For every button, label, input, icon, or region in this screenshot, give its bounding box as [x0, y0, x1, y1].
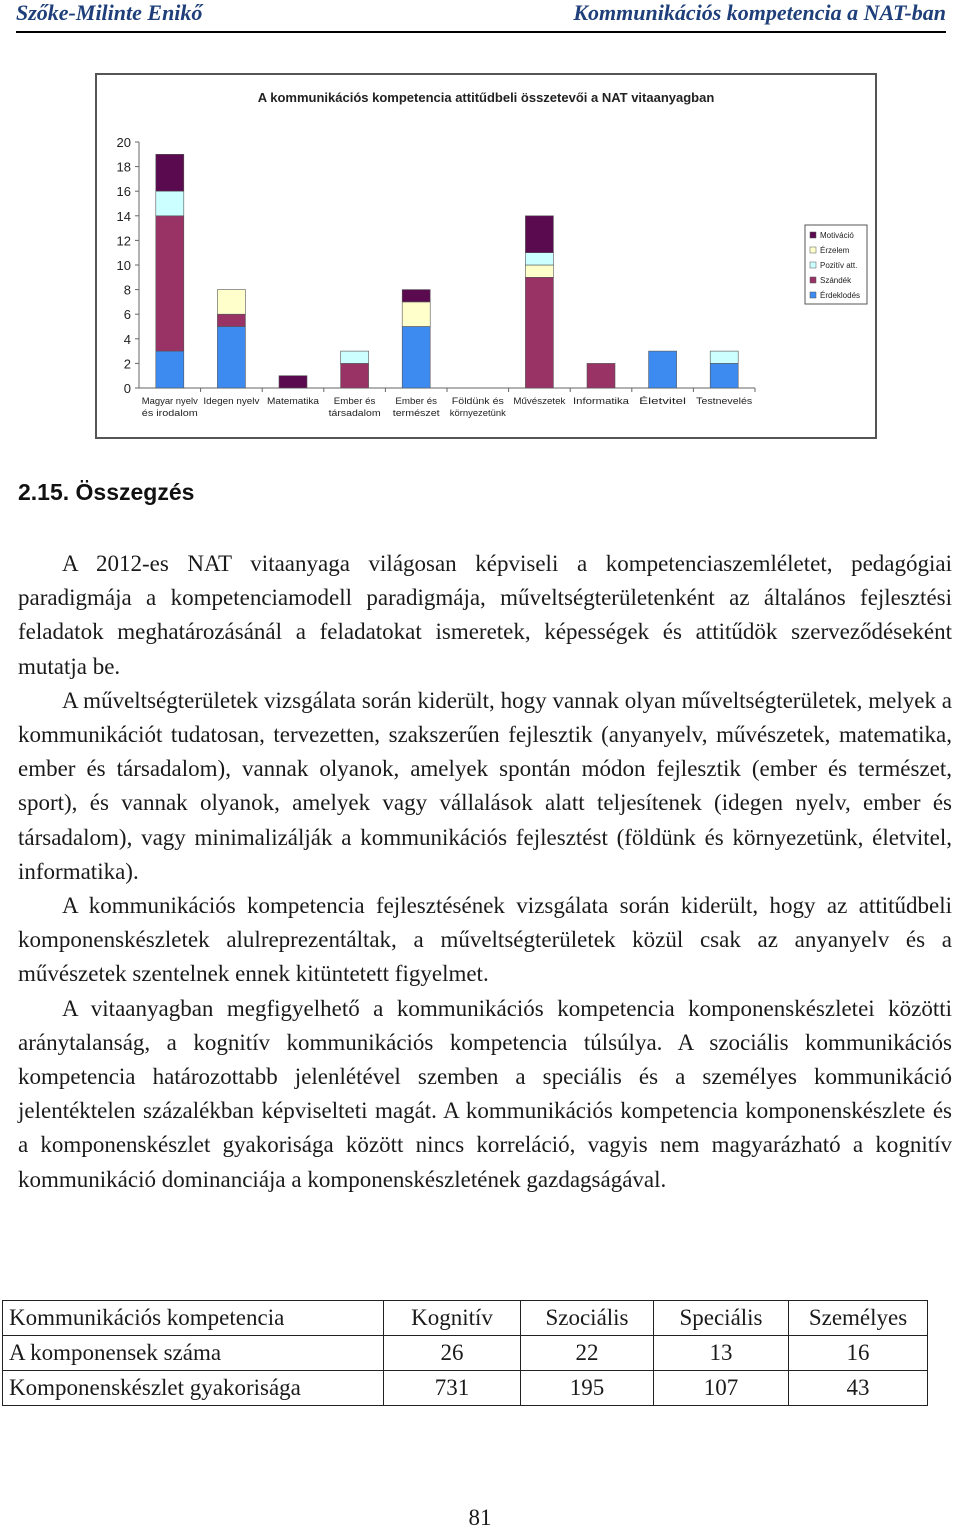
stacked-bar-chart	[95, 73, 877, 439]
bar-segment	[525, 265, 553, 277]
table-cell: 195	[521, 1371, 654, 1406]
y-tick-label: 16	[116, 184, 131, 200]
bar-segment	[402, 290, 430, 302]
x-tick-label: Földünk és	[451, 396, 505, 406]
x-tick-label: környezetünk	[449, 408, 507, 418]
x-tick-label: Ember és	[395, 396, 438, 406]
bar-segment	[710, 351, 738, 363]
y-tick-label: 2	[123, 356, 131, 372]
legend-swatch	[810, 232, 816, 238]
table-cell: 43	[789, 1371, 928, 1406]
table-header-cell: Szociális	[521, 1301, 654, 1336]
bar-segment	[525, 253, 553, 265]
bar-segment	[217, 327, 245, 389]
table-cell: Komponenskészlet gyakorisága	[3, 1371, 384, 1406]
table-header-cell: Személyes	[789, 1301, 928, 1336]
legend-swatch	[810, 247, 816, 253]
table-header-cell: Kognitív	[384, 1301, 521, 1336]
bar-segment	[156, 154, 184, 191]
table-cell: 22	[521, 1336, 654, 1371]
bar-segment	[402, 302, 430, 327]
chart-title: A kommunikációs kompetencia attitűdbeli összetevői a NAT vitaanyagban	[257, 90, 715, 105]
body-text	[18, 547, 952, 1197]
x-tick-label: Életvitel	[639, 396, 686, 406]
table-header-cell: Kommunikációs kompetencia	[3, 1301, 384, 1336]
x-tick-label: Idegen nyelv	[203, 396, 260, 406]
x-tick-label: Magyar nyelv	[141, 396, 199, 406]
table-cell: 16	[789, 1336, 928, 1371]
legend-swatch	[810, 262, 816, 268]
bar-segment	[217, 290, 245, 315]
y-tick-label: 14	[116, 208, 131, 224]
bar-segment	[402, 327, 430, 389]
table-cell: 26	[384, 1336, 521, 1371]
paragraph-1: A 2012-es NAT vitaanyaga világosan képviseli a kompetenciaszemléletet, pedagógiai paradigmája a kompetenciamodell paradigmája, műveltségterületenként az általános fejlesztési feladatok meghatározásánál a feladatokat ismeretek, képességek és attitűdök szerveződéseként mutatja be.	[18, 551, 952, 679]
bar-segment	[341, 363, 369, 388]
y-tick-label: 8	[123, 282, 131, 298]
bar-segment	[279, 376, 307, 388]
table-cell: 731	[384, 1371, 521, 1406]
bar-segment	[587, 363, 615, 388]
chart-svg	[97, 75, 875, 437]
paragraph-4: A vitaanyagban megfigyelhető a kommunikációs kompetencia komponenskészletei közötti aránytalanság, a kognitív kommunikációs kompetencia túlsúlya. A szociális kommunikációs kompetencia határozottabb jelenlétével szemben a speciális és a személyes kommunikáció jelentéktelen százalékban képviselteti magát. A kommunikációs kompetencia komponenskészlete és a komponenskészlet gyakorisága között nincs korreláció, vagyis nem magyarázható a kognitív kommunikáció dominanciája a komponenskészletének gazdagságával.	[18, 995, 952, 1192]
paragraph-3: A kommunikációs kompetencia fejlesztésének vizsgálata során kiderült, hogy az attitűdbeli komponenskészletek alulreprezentáltak, a műveltségterületek közül csak az anyanyelv és a művészetek szentelnek ennek kitüntetett figyelmet.	[18, 893, 952, 987]
y-tick-label: 18	[116, 159, 131, 175]
bar-segment	[156, 216, 184, 351]
y-tick-label: 4	[123, 331, 131, 347]
bar-segment	[649, 351, 677, 388]
bar-segment	[217, 314, 245, 326]
x-tick-label: Informatika	[573, 396, 629, 406]
y-tick-label: 6	[123, 307, 131, 323]
x-tick-label: Matematika	[267, 396, 319, 406]
bar-segment	[156, 351, 184, 388]
competence-table	[2, 1300, 928, 1406]
table-row	[3, 1371, 928, 1406]
running-header	[16, 0, 946, 33]
legend-label: Szándék	[820, 276, 852, 285]
legend-label: Pozitív att.	[820, 261, 858, 270]
x-tick-label: Testnevelés	[696, 396, 753, 406]
legend-swatch	[810, 292, 816, 298]
x-tick-label: Művészetek	[513, 396, 566, 406]
y-tick-label: 10	[116, 258, 131, 273]
bar-segment	[710, 363, 738, 388]
x-tick-label: Ember és	[333, 396, 376, 406]
bar-segment	[525, 277, 553, 388]
x-tick-label: természet	[392, 408, 441, 418]
table-cell: 107	[654, 1371, 789, 1406]
table-cell: 13	[654, 1336, 789, 1371]
legend-label: Motiváció	[820, 231, 854, 240]
x-tick-label: és irodalom	[141, 408, 198, 418]
header-author: Szőke-Milinte Enikő	[16, 0, 203, 25]
y-tick-label: 12	[116, 233, 131, 249]
table-header-row	[3, 1301, 928, 1336]
bar-segment	[341, 351, 369, 363]
table-header-cell: Speciális	[654, 1301, 789, 1336]
header-title: Kommunikációs kompetencia a NAT-ban	[573, 0, 946, 25]
paragraph-2: A műveltségterületek vizsgálata során kiderült, hogy vannak olyan műveltségterületek, melyek a kommunikációt tudatosan, tervezetten, szakszerűen fejlesztik (anyanyelv, művészetek, matematika, ember és társadalom), vannak olyanok, amelyek spontán módon fejlesztik (ember és természet, sport), és vannak olyanok, amelyek vagy vállalások alatt teljesítenek (idegen nyelv, ember és társadalom), vagy minimalizálják a kommunikációs fejlesztést (földünk és környezetünk, életvitel, informatika).	[18, 687, 952, 884]
table-row	[3, 1336, 928, 1371]
table-cell: A komponensek száma	[3, 1336, 384, 1371]
legend-label: Érzelem	[820, 246, 850, 255]
legend-swatch	[810, 277, 816, 283]
bar-segment	[525, 216, 553, 253]
section-heading: 2.15. Összegzés	[18, 479, 195, 505]
y-tick-label: 0	[123, 381, 131, 396]
x-tick-label: társadalom	[328, 408, 381, 418]
legend-label: Érdeklodés	[820, 291, 861, 300]
bar-segment	[156, 191, 184, 216]
page-number: 81	[468, 1505, 492, 1530]
y-tick-label: 20	[116, 135, 131, 150]
